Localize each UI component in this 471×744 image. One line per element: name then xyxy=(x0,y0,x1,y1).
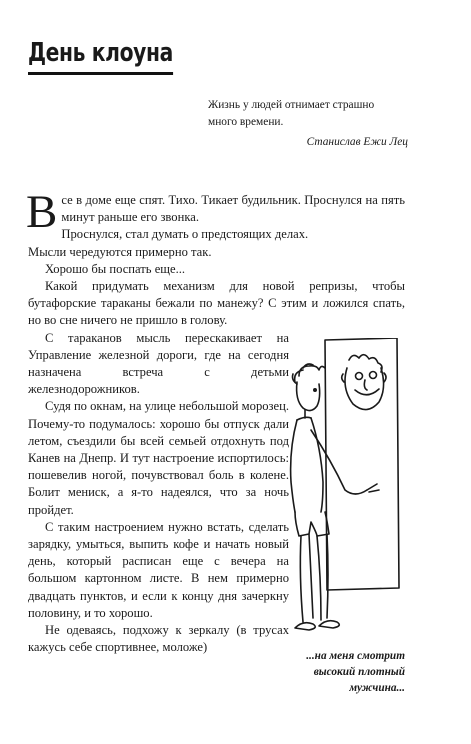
caption-line-1: ...на меня смотрит xyxy=(306,650,405,662)
paragraph-4: Хорошо бы поспать еще... xyxy=(45,261,186,276)
paragraph-2: Проснулся, стал думать о предстоящих делах. xyxy=(61,227,309,242)
caption-line-3: мужчина... xyxy=(349,682,405,694)
epigraph-line-1: Жизнь у людей отнимает страшно xyxy=(208,99,375,111)
epigraph-quote xyxy=(208,97,408,131)
clown-mirror-illustration xyxy=(285,338,415,633)
paragraph-5: Какой придумать механизм для новой репризы, чтобы бутафорские тараканы бежали по манежу? С этим и ложился спать, но во сне ничего не пришло в голову. xyxy=(28,279,405,328)
paragraph-1-text: се в доме еще спят. Тихо. Тикает будильник. Проснулся на пять минут раньше его звонка. xyxy=(61,193,405,225)
drop-cap: В xyxy=(26,186,58,238)
epigraph-author: Станислав Ежи Лец xyxy=(306,136,408,148)
paragraph-6: С тараканов мысль перескакивает на Управление железной дороги, где на сегодня назначена встреча с детьми железнодорожников. xyxy=(28,330,289,397)
epigraph-line-2: много времени. xyxy=(208,116,284,128)
paragraph-7: Судя по окнам, на улице небольшой морозец. Почему-то подумалось: хорошо бы отпуск дали летом, съездили бы всей семьей отдохнуть под Канев на Днепр. И тут настроение испортилось: пошевелив ногой, почувствовал боль в колене. Болит мениск, а я-то надеялся, что за ночь пройдет. xyxy=(28,399,289,517)
paragraph-9: Не одеваясь, подхожу к зеркалу (в трусах кажусь себе спортивнее, моложе) xyxy=(28,623,289,655)
caption-line-2: высокий плотный xyxy=(313,666,405,678)
reflection-face xyxy=(342,355,386,410)
epigraph xyxy=(208,97,408,151)
illustration-caption xyxy=(268,648,405,696)
page-title: День клоуна xyxy=(28,36,173,75)
paragraph-3: Мысли чередуются примерно так. xyxy=(28,244,212,259)
paragraph-8: С таким настроением нужно встать, сделать зарядку, умыться, выпить кофе и начать новый день, который расписан еще с вечера на большом картонном листе. В нем примерно двадцать пунктов, и если к концу дня зачеркну половину, и то хорошо. xyxy=(28,519,289,620)
